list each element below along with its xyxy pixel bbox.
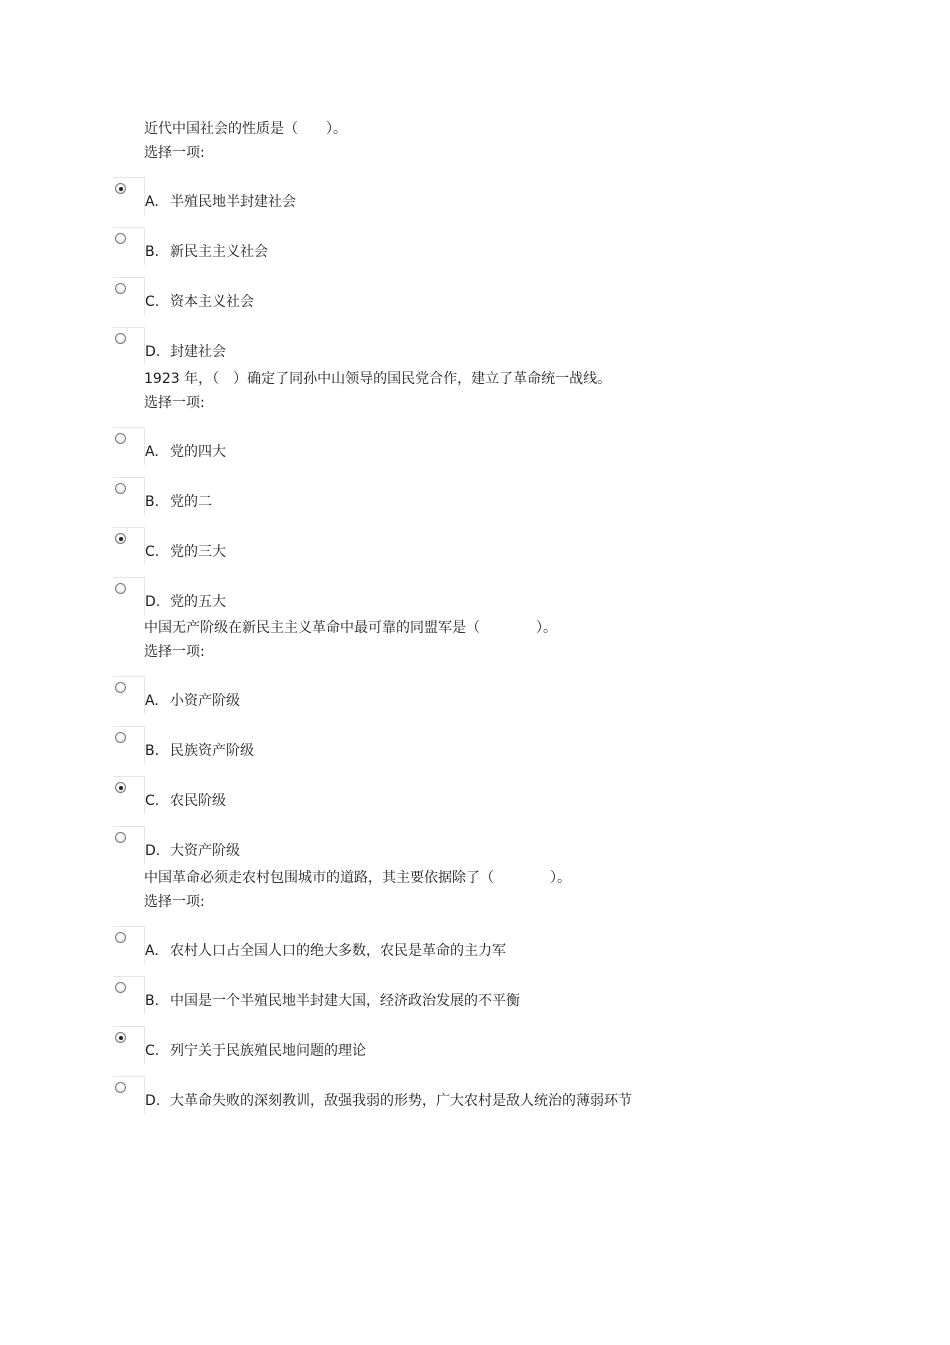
option-a[interactable] [113, 682, 813, 722]
option-text: 新民主主义社会 [170, 244, 268, 260]
option-text: 大革命失败的深刻教训，敌强我弱的形势，广大农村是敌人统治的薄弱环节 [170, 1093, 632, 1109]
question-prompt: 选择一项: [144, 395, 205, 411]
option-d[interactable] [113, 1082, 813, 1122]
option-c[interactable] [113, 782, 813, 822]
option-b[interactable] [113, 732, 813, 772]
option-text: 党的三大 [170, 544, 226, 560]
radio-button[interactable] [115, 832, 126, 843]
question-prompt: 选择一项: [144, 894, 205, 910]
option-d[interactable] [113, 333, 813, 373]
option-letter: B. [145, 494, 160, 510]
question-stem: 1923 年，（ ）确定了同孙中山领导的国民党合作，建立了革命统一战线。 [144, 371, 612, 387]
option-letter: A. [145, 444, 159, 460]
radio-button[interactable] [115, 283, 126, 294]
question-stem: 近代中国社会的性质是（ ）。 [144, 121, 347, 137]
option-text: 中国是一个半殖民地半封建大国，经济政治发展的不平衡 [170, 993, 520, 1009]
option-text: 党的五大 [170, 594, 226, 610]
option-text: 农民阶级 [170, 793, 226, 809]
option-b[interactable] [113, 233, 813, 273]
radio-button[interactable] [115, 982, 126, 993]
question-prompt: 选择一项: [144, 644, 205, 660]
option-text: 民族资产阶级 [170, 743, 254, 759]
option-c[interactable] [113, 533, 813, 573]
option-c[interactable] [113, 283, 813, 323]
radio-button[interactable] [115, 533, 126, 544]
option-text: 封建社会 [170, 344, 226, 360]
radio-button[interactable] [115, 233, 126, 244]
option-d[interactable] [113, 832, 813, 872]
radio-button[interactable] [115, 682, 126, 693]
option-letter: D. [145, 1093, 161, 1109]
option-text: 农村人口占全国人口的绝大多数，农民是革命的主力军 [170, 943, 506, 959]
question-stem: 中国革命必须走农村包围城市的道路，其主要依据除了（ ）。 [144, 870, 571, 886]
option-letter: D. [145, 594, 161, 610]
question-stem: 中国无产阶级在新民主主义革命中最可靠的同盟军是（ ）。 [144, 620, 557, 636]
option-letter: C. [145, 1043, 160, 1059]
option-a[interactable] [113, 932, 813, 972]
option-text: 小资产阶级 [170, 693, 240, 709]
radio-button[interactable] [115, 1032, 126, 1043]
option-b[interactable] [113, 483, 813, 523]
option-a[interactable] [113, 433, 813, 473]
radio-button[interactable] [115, 333, 126, 344]
option-b[interactable] [113, 982, 813, 1022]
option-letter: C. [145, 793, 160, 809]
option-a[interactable] [113, 183, 813, 223]
option-text: 党的四大 [170, 444, 226, 460]
option-text: 资本主义社会 [170, 294, 254, 310]
option-text: 列宁关于民族殖民地问题的理论 [170, 1043, 366, 1059]
option-text: 大资产阶级 [170, 843, 240, 859]
option-letter: D. [145, 843, 161, 859]
option-letter: B. [145, 743, 160, 759]
option-letter: C. [145, 294, 160, 310]
option-letter: C. [145, 544, 160, 560]
option-letter: B. [145, 244, 160, 260]
option-letter: A. [145, 943, 159, 959]
option-letter: A. [145, 194, 159, 210]
option-c[interactable] [113, 1032, 813, 1072]
option-text: 半殖民地半封建社会 [170, 194, 296, 210]
radio-button[interactable] [115, 932, 126, 943]
radio-button[interactable] [115, 1082, 126, 1093]
option-text: 党的二 [170, 494, 212, 510]
option-letter: A. [145, 693, 159, 709]
option-d[interactable] [113, 583, 813, 623]
option-letter: D. [145, 344, 161, 360]
radio-button[interactable] [115, 483, 126, 494]
option-letter: B. [145, 993, 160, 1009]
radio-button[interactable] [115, 183, 126, 194]
radio-button[interactable] [115, 732, 126, 743]
radio-button[interactable] [115, 583, 126, 594]
radio-button[interactable] [115, 433, 126, 444]
question-prompt: 选择一项: [144, 145, 205, 161]
radio-button[interactable] [115, 782, 126, 793]
